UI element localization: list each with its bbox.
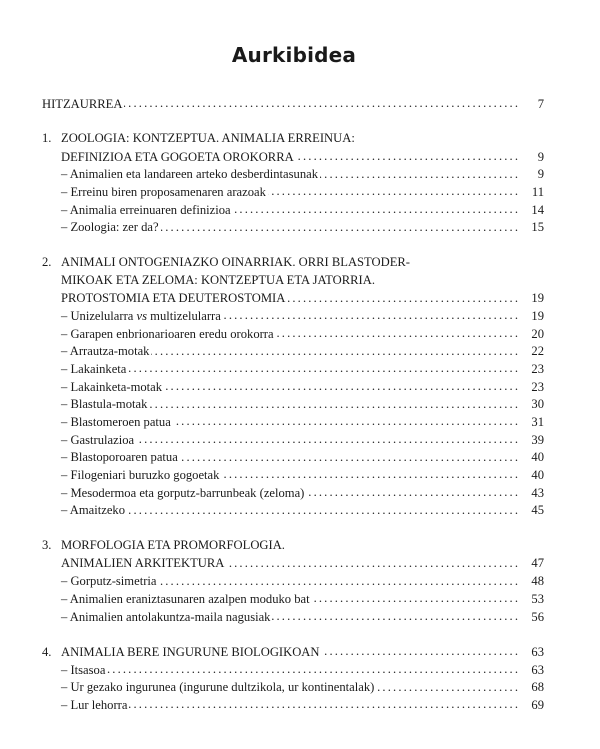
toc-page-number: 9 [537, 167, 544, 182]
toc-item-label: – Itsasoa [61, 662, 106, 677]
dot-leader [173, 413, 518, 426]
toc-page-number: 31 [531, 414, 544, 429]
toc-page-number: 47 [531, 556, 544, 571]
dot-leader [164, 378, 518, 391]
toc-section-heading-line[interactable] [42, 537, 544, 555]
toc-item[interactable] [42, 343, 544, 361]
dot-leader [149, 396, 518, 409]
toc-item[interactable] [42, 590, 544, 608]
dot-leader [128, 360, 518, 373]
toc-item-label: – Lakainketa [61, 361, 127, 376]
toc-item-label: – Blastoporoaren patua [61, 450, 178, 465]
toc-item[interactable] [42, 325, 544, 343]
toc-item[interactable] [42, 431, 544, 449]
toc-item-label: – Animalien antolakuntza-maila nagusiak [61, 609, 271, 624]
dot-leader [376, 679, 518, 692]
toc-section-heading-line[interactable] [42, 148, 544, 166]
toc-page-number: 63 [531, 662, 544, 677]
toc-section-heading-line[interactable] [42, 130, 544, 148]
dot-leader [276, 325, 518, 338]
toc-item[interactable] [42, 413, 544, 431]
section-heading: MIKOAK ETA ZELOMA: KONTZEPTUA ETA JATORRIA. [61, 272, 375, 287]
toc-item-label: – Animalien eta landareen arteko desberdintasunak [61, 167, 319, 182]
toc-page-number: 39 [531, 432, 544, 447]
toc-item-label: – Gorputz-simetria [61, 574, 157, 589]
page-title: Aurkibidea [231, 43, 357, 67]
toc-item[interactable] [42, 484, 544, 502]
toc-page-number: 14 [531, 202, 544, 217]
toc-page-number: 69 [531, 697, 544, 712]
dot-leader [136, 431, 518, 444]
toc-page-number: 43 [531, 485, 544, 500]
toc-page-number: 15 [531, 220, 544, 235]
dot-leader [124, 95, 518, 108]
toc-item[interactable] [42, 166, 544, 184]
toc-page-number: 48 [531, 574, 544, 589]
toc-page-number: 7 [537, 96, 544, 111]
toc-page-number: 68 [531, 680, 544, 695]
section-heading: ZOOLOGIA: KONTZEPTUA. ANIMALIA ERREINUA: [61, 131, 355, 146]
toc-item[interactable] [42, 466, 544, 484]
toc-item-label: – Animalia erreinuaren definizioa [61, 202, 231, 217]
toc-item[interactable] [42, 696, 544, 714]
toc-item[interactable] [42, 573, 544, 591]
toc-item-label: – Garapen enbrionarioaren eredu orokorra [61, 326, 274, 341]
toc-item[interactable] [42, 396, 544, 414]
section-number: 4. [42, 644, 52, 659]
toc-page-number: 23 [531, 361, 544, 376]
toc-item[interactable] [42, 449, 544, 467]
toc-section-4 [42, 643, 544, 714]
toc-item-label [61, 308, 221, 326]
dot-leader [233, 201, 518, 214]
dot-leader [158, 573, 518, 586]
toc-page-number: 9 [537, 149, 544, 164]
toc-item-label: – Mesodermoa eta gorputz-barrunbeak (zeloma) [61, 485, 305, 500]
dot-leader [161, 219, 518, 232]
toc-section-heading-line[interactable] [42, 643, 544, 661]
dot-leader [107, 661, 518, 674]
toc-section-heading-line[interactable] [42, 254, 544, 272]
section-heading: ANIMALIEN ARKITEKTURA [61, 556, 225, 571]
toc-entry-label: HITZAURREA [42, 96, 123, 111]
toc-item-label: – Lur lehorra [61, 697, 128, 712]
toc-item-label: – Blastula-motak [61, 397, 148, 412]
toc-item-label: – Arrautza-motak [61, 344, 150, 359]
toc-item[interactable] [42, 378, 544, 396]
toc-item[interactable] [42, 201, 544, 219]
toc-item-label: – Amaitzeko [61, 503, 126, 518]
toc-item-label: – Blastomeroen patua [61, 414, 171, 429]
dot-leader [320, 166, 518, 179]
dot-leader [180, 449, 518, 462]
toc-item[interactable] [42, 502, 544, 520]
dot-leader [306, 484, 518, 497]
toc-item-label: – Ur gezako ingurunea (ingurune dultzikola, ur kontinentalak) [61, 680, 375, 695]
dot-leader [151, 343, 518, 356]
dot-leader [287, 290, 518, 303]
toc-page-number: 40 [531, 468, 544, 483]
dot-leader [127, 502, 518, 515]
toc-page-number: 56 [531, 609, 544, 624]
toc-item[interactable] [42, 183, 544, 201]
toc-item[interactable] [42, 219, 544, 237]
section-heading: ANIMALIA BERE INGURUNE BIOLOGIKOAN [61, 644, 320, 659]
toc-item[interactable] [42, 360, 544, 378]
section-heading: PROTOSTOMIA ETA DEUTEROSTOMIA [61, 291, 286, 306]
dot-leader [223, 307, 518, 320]
toc-page-number: 40 [531, 450, 544, 465]
section-heading: ANIMALI ONTOGENIAZKO OINARRIAK. ORRI BLASTODER- [61, 255, 410, 270]
dot-leader [129, 696, 518, 709]
toc-item-label-part: – Unizelularra [61, 308, 137, 323]
dot-leader [272, 608, 518, 621]
toc-item[interactable] [42, 679, 544, 697]
toc-page-number: 19 [531, 291, 544, 306]
toc-item-label: – Filogeniari buruzko gogoetak [61, 468, 220, 483]
toc-item-label: – Animalien eraniztasunaren azalpen moduko bat [61, 591, 310, 606]
toc-page-number: 53 [531, 591, 544, 606]
toc-item-label: – Gastrulazioa [61, 432, 135, 447]
section-number: 2. [42, 255, 52, 270]
dot-leader [322, 643, 519, 656]
toc-page-number: 23 [531, 379, 544, 394]
toc-item-label: – Erreinu biren proposamenaren arazoak [61, 185, 266, 200]
section-heading: MORFOLOGIA ETA PROMORFOLOGIA. [61, 538, 285, 553]
toc-item[interactable] [42, 661, 544, 679]
toc-item-label: – Zoologia: zer da? [61, 220, 159, 235]
toc-item[interactable] [42, 608, 544, 626]
dot-leader [221, 466, 518, 479]
toc-page-number: 19 [531, 308, 544, 323]
toc-page-number: 11 [531, 185, 544, 200]
section-number: 1. [42, 131, 52, 146]
toc-page-number: 20 [531, 326, 544, 341]
toc-section-1 [42, 130, 544, 236]
toc-section-3 [42, 537, 544, 625]
toc-item-label: – Lakainketa-motak [61, 379, 163, 394]
section-heading: DEFINIZIOA ETA GOGOETA OROKORRA [61, 149, 294, 164]
dot-leader [296, 148, 518, 161]
toc-item[interactable] [42, 307, 544, 325]
toc-page-number: 22 [531, 344, 544, 359]
toc-page-number: 63 [531, 644, 544, 659]
toc-section-heading-line[interactable] [42, 555, 544, 573]
section-number: 3. [42, 538, 52, 553]
toc-item-label-part: multizelularra [147, 308, 221, 323]
dot-leader [268, 183, 518, 196]
table-of-contents [42, 95, 544, 714]
dot-leader [312, 590, 518, 603]
toc-entry-preface[interactable] [42, 95, 544, 113]
toc-page-number: 30 [531, 397, 544, 412]
toc-item-label-italic: vs [136, 308, 148, 323]
toc-section-heading-line[interactable] [42, 290, 544, 308]
dot-leader [226, 555, 518, 568]
toc-section-heading-line[interactable] [42, 272, 544, 290]
toc-page-number: 45 [531, 503, 544, 518]
toc-section-2 [42, 254, 544, 519]
